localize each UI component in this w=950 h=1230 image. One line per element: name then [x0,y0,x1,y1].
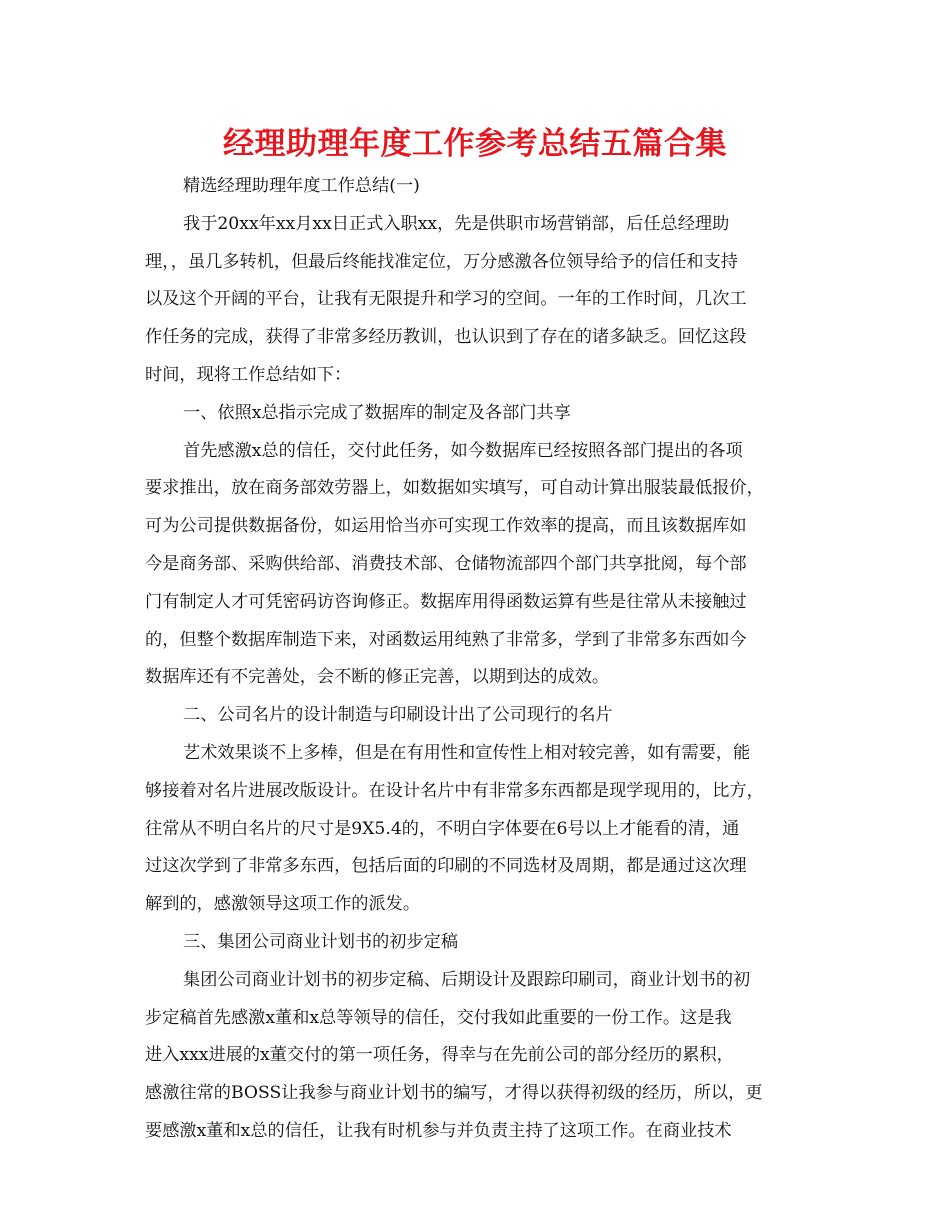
text-line: 时间，现将工作总结如下： [145,364,352,385]
text-line: 以及这个开阔的平台，让我有无限提升和学习的空间。一年的工作时间，几次工 [145,289,747,310]
document-body [145,168,807,1151]
document-title: 经理助理年度工作参考总结五篇合集 [223,126,727,162]
text-line: 够接着对名片进展改版设计。在设计名片中有非常多东西都是现学现用的，比方， [145,780,764,801]
text-line: 今是商务部、采购供给部、消费技术部、仓储物流部四个部门共享批阅，每个部 [145,553,747,574]
text-line: 往常从不明白名片的尺寸是9X5.4的，不明白字体要在6号以上才能看的清，通 [145,818,740,839]
text-line: 首先感激x总的信任，交付此任务，如今数据库已经按照各部门提出的各项 [183,440,743,461]
text-line: 集团公司商业计划书的初步定稿、后期设计及跟踪印刷司，商业计划书的初 [183,969,751,990]
text-line: 门有制定人才可凭密码访咨询修正。数据库用得函数运算有些是往常从未接触过 [145,591,747,612]
text-line: 可为公司提供数据备份，如运用恰当亦可实现工作效率的提高，而且该数据库如 [145,516,747,537]
text-line: 理，，虽几多转机，但最后终能找准定位，万分感激各位领导给予的信任和支持 [145,251,738,272]
text-line: 三、集团公司商业计划书的初步定稿 [183,931,459,952]
text-line: 进入xxx进展的x董交付的第一项任务，得幸与在先前公司的部分经历的累积， [145,1045,734,1066]
text-line: 步定稿首先感激x董和x总等领导的信任，交付我如此重要的一份工作。这是我 [145,1007,732,1028]
text-line: 精选经理助理年度工作总结(一) [183,176,420,196]
text-line: 解到的，感激领导这项工作的派发。 [145,894,421,915]
text-line: 要求推出，放在商务部效劳器上，如数据如实填写，可自动计算出服装最低报价， [145,478,764,499]
text-line: 要感激x董和x总的信任，让我有时机参与并负责主持了这项工作。在商业技术 [145,1120,732,1141]
text-line: 一、依照x总指示完成了数据库的制定及各部门共享 [183,402,571,423]
text-line: 的，但整个数据库制造下来，对函数运用纯熟了非常多，学到了非常多东西如今 [145,629,747,650]
text-line: 我于20xx年xx月xx日正式入职xx，先是供职市场营销部，后任总经理助 [183,213,730,234]
text-line: 二、公司名片的设计制造与印刷设计出了公司现行的名片 [183,705,613,726]
text-line: 作任务的完成，获得了非常多经历教训，也认识到了存在的诸多缺乏。回忆这段 [145,327,747,348]
text-line: 过这次学到了非常多东西，包括后面的印刷的不同选材及周期，都是通过这次理 [145,856,747,877]
text-line: 感激往常的BOSS让我参与商业计划书的编写，才得以获得初级的经历，所以，更 [145,1083,763,1104]
text-line: 艺术效果谈不上多棒，但是在有用性和宣传性上相对较完善，如有需要，能 [183,742,751,763]
text-line: 数据库还有不完善处，会不断的修正完善，以期到达的成效。 [145,667,610,688]
